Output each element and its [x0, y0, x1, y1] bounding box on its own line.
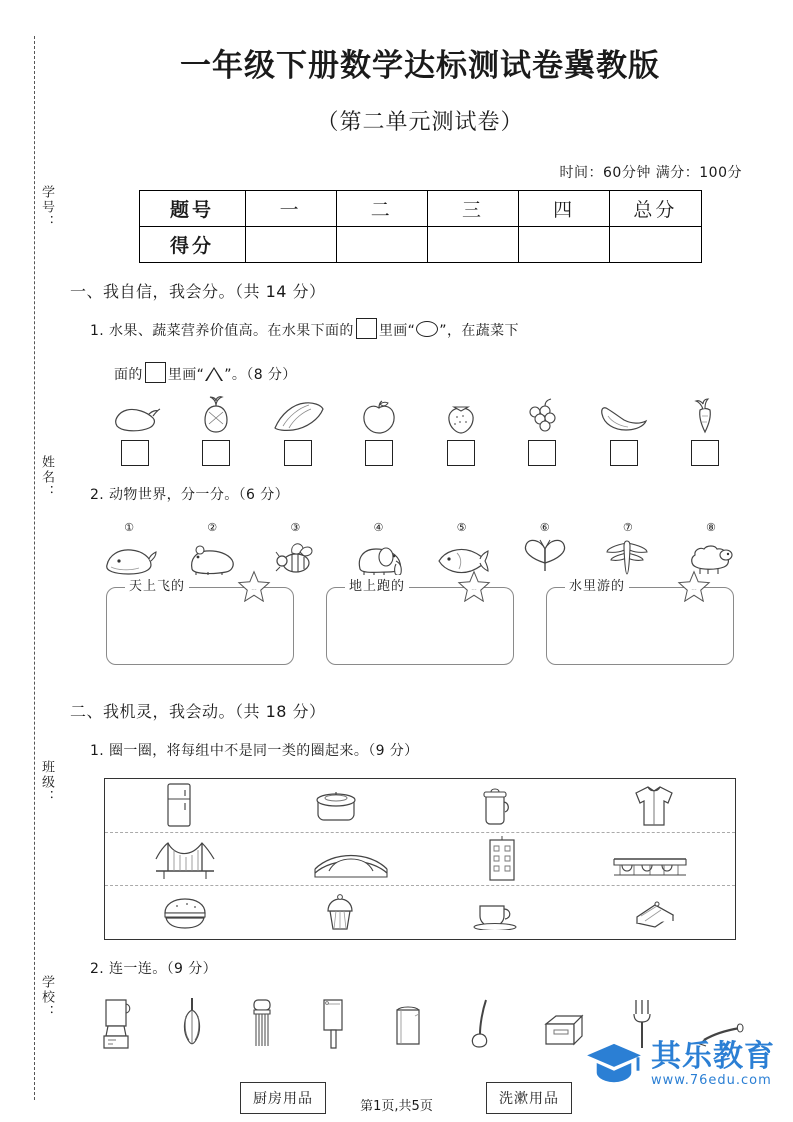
- arch-bridge-icon[interactable]: [612, 839, 688, 879]
- score-value-1[interactable]: [245, 227, 336, 263]
- question-text-d: 面的: [114, 367, 143, 383]
- star-icon: [457, 570, 491, 602]
- question-text: 圈一圈，将每组中不是同一类的圈起来。（9 分）: [109, 743, 419, 759]
- hamburger-icon[interactable]: [161, 895, 209, 931]
- fruit-veg-row: [102, 398, 738, 466]
- score-table: [139, 190, 702, 263]
- question-text-c: ”，在蔬菜下: [439, 323, 519, 339]
- animal-elephant: [341, 516, 415, 577]
- jacket-icon[interactable]: [632, 783, 676, 827]
- score-col-4: 四: [519, 191, 610, 227]
- eggplant-icon: [102, 398, 168, 434]
- answer-box-water[interactable]: [546, 579, 734, 665]
- cleaver-icon[interactable]: [318, 996, 348, 1052]
- answer-box-sky[interactable]: [106, 579, 294, 665]
- section-heading-2: 二、我机灵，我会动。（共 18 分）: [70, 702, 326, 721]
- teacup-icon[interactable]: [472, 896, 520, 930]
- site-logo: [585, 1040, 775, 1088]
- animal-bee: [258, 516, 332, 577]
- grid-row-appliances: [105, 779, 735, 833]
- question-text-f: ”。（8 分）: [224, 367, 297, 383]
- comb-icon[interactable]: [249, 996, 275, 1052]
- question-1-1-text: [90, 316, 770, 346]
- question-text-b: 里画“: [378, 323, 416, 339]
- answer-box[interactable]: [284, 440, 312, 466]
- animal-fish: [425, 516, 499, 577]
- score-value-3[interactable]: [427, 227, 518, 263]
- carrot-icon: [672, 398, 738, 434]
- svg-text:···: ···: [251, 587, 257, 594]
- paper-icon[interactable]: [391, 1004, 425, 1052]
- animal-number: ④: [373, 521, 384, 534]
- refrigerator-icon[interactable]: [164, 782, 194, 828]
- question-text: 动物世界，分一分。（6 分）: [109, 487, 289, 503]
- score-col-2: 二: [336, 191, 427, 227]
- animal-number: ②: [207, 521, 218, 534]
- question-2-1-text: [90, 736, 770, 766]
- triangle-icon: [205, 367, 223, 381]
- classify-grid: [104, 778, 736, 940]
- item-cabbage: [265, 398, 331, 466]
- question-1-1-text-cont: [114, 360, 770, 390]
- animal-dragonfly: [591, 516, 665, 577]
- logo-text: [651, 1038, 775, 1088]
- cupcake-icon[interactable]: [320, 893, 360, 933]
- graduation-cap-icon: [585, 1040, 643, 1088]
- answer-box-icon[interactable]: [356, 318, 377, 339]
- grapes-icon: [509, 398, 575, 434]
- butterfly-icon: [508, 535, 582, 577]
- category-label-water: 水里游的: [565, 575, 629, 594]
- question-text-e: 里画“: [167, 367, 205, 383]
- score-col-1: 一: [245, 191, 336, 227]
- item-apple: [346, 398, 412, 466]
- animal-number: ①: [124, 521, 134, 534]
- item-carrot: [672, 398, 738, 466]
- question-number: 1.: [90, 323, 105, 339]
- question-text: 连一连。（9 分）: [109, 961, 217, 977]
- answer-box[interactable]: [121, 440, 149, 466]
- building-icon[interactable]: [485, 836, 519, 882]
- sidebar-label-class: 班级：: [39, 760, 54, 805]
- strawberry-icon: [428, 398, 494, 434]
- cabbage-icon: [265, 398, 331, 434]
- animal-number: ⑥: [539, 521, 550, 534]
- item-strawberry: [428, 398, 494, 466]
- ladle-icon[interactable]: [468, 996, 498, 1052]
- score-col-total: 总分: [610, 191, 701, 227]
- sidebar-label-student-id: 学号：: [39, 185, 54, 230]
- blender-icon[interactable]: [96, 996, 136, 1052]
- answer-box[interactable]: [610, 440, 638, 466]
- logo-name: 其乐教育: [651, 1038, 775, 1074]
- section-heading-1: 一、我自信，我会分。（共 14 分）: [70, 282, 326, 301]
- answer-box[interactable]: [691, 440, 719, 466]
- dragonfly-icon: [591, 535, 665, 577]
- page-footer: 第1页,共5页: [360, 1099, 433, 1114]
- answer-box-ground[interactable]: [326, 579, 514, 665]
- whale-icon: [92, 535, 166, 577]
- animal-row: [92, 516, 748, 577]
- category-box-row: [106, 579, 734, 665]
- animal-butterfly: [508, 516, 582, 577]
- animal-number: ⑦: [622, 521, 633, 534]
- question-number: 1.: [90, 743, 105, 759]
- page-title: 一年级下册数学达标测试卷冀教版: [180, 48, 660, 84]
- question-1-2-text: [90, 480, 770, 510]
- star-icon: [237, 570, 271, 602]
- star-icon: [677, 570, 711, 602]
- animal-sheep: [674, 516, 748, 577]
- answer-box-icon[interactable]: [145, 362, 166, 383]
- elephant-icon: [341, 535, 415, 577]
- question-number: 2.: [90, 961, 105, 977]
- logo-url: www.76edu.com: [651, 1072, 772, 1088]
- exam-page: [70, 0, 770, 1122]
- table-row: [139, 191, 701, 227]
- banana-icon: [591, 398, 657, 434]
- animal-number: ③: [290, 521, 301, 534]
- animal-bear: [175, 516, 249, 577]
- answer-box[interactable]: [365, 440, 393, 466]
- question-text-a: 水果、蔬菜营养价值高。在水果下面的: [109, 323, 354, 339]
- grid-row-structures: [105, 833, 735, 887]
- tag-toiletries[interactable]: 洗漱用品: [486, 1082, 572, 1114]
- stone-bridge-icon[interactable]: [311, 839, 391, 879]
- grid-row-food: [105, 886, 735, 939]
- item-eggplant: [102, 398, 168, 466]
- category-label-sky: 天上飞的: [125, 575, 189, 594]
- svg-text:···: ···: [471, 587, 477, 594]
- question-2-2-text: [90, 954, 770, 984]
- apple-icon: [346, 398, 412, 434]
- answer-box[interactable]: [447, 440, 475, 466]
- kettle-icon[interactable]: [478, 784, 514, 826]
- score-row-label-number: 题号: [139, 191, 245, 227]
- answer-box[interactable]: [528, 440, 556, 466]
- tissue-box-icon[interactable]: [542, 1010, 588, 1052]
- category-label-ground: 地上跑的: [345, 575, 409, 594]
- animal-whale: [92, 516, 166, 577]
- circle-icon: [416, 321, 438, 337]
- score-value-total[interactable]: [610, 227, 701, 263]
- animal-number: ⑤: [456, 521, 467, 534]
- score-value-4[interactable]: [519, 227, 610, 263]
- table-row: [139, 227, 701, 263]
- item-pineapple: [183, 398, 249, 466]
- animal-number: ⑧: [706, 521, 716, 534]
- page-subtitle: （第二单元测试卷）: [316, 110, 524, 135]
- rice-cooker-icon[interactable]: [312, 788, 360, 822]
- score-col-3: 三: [427, 191, 518, 227]
- whisk-icon[interactable]: [179, 996, 205, 1052]
- item-banana: [591, 398, 657, 466]
- score-value-2[interactable]: [336, 227, 427, 263]
- exam-meta: 时间：60分钟 满分：100分: [559, 165, 742, 181]
- sidebar-label-school: 学校：: [39, 975, 54, 1020]
- score-row-label-points: 得分: [139, 227, 245, 263]
- question-number: 2.: [90, 487, 105, 503]
- suspension-bridge-icon[interactable]: [152, 837, 218, 881]
- answer-box[interactable]: [202, 440, 230, 466]
- sidebar-label-name: 姓名：: [39, 455, 54, 500]
- item-grapes: [509, 398, 575, 466]
- svg-text:···: ···: [691, 587, 697, 594]
- cake-slice-icon[interactable]: [631, 895, 679, 931]
- tag-kitchen[interactable]: 厨房用品: [240, 1082, 326, 1114]
- pineapple-icon: [183, 398, 249, 434]
